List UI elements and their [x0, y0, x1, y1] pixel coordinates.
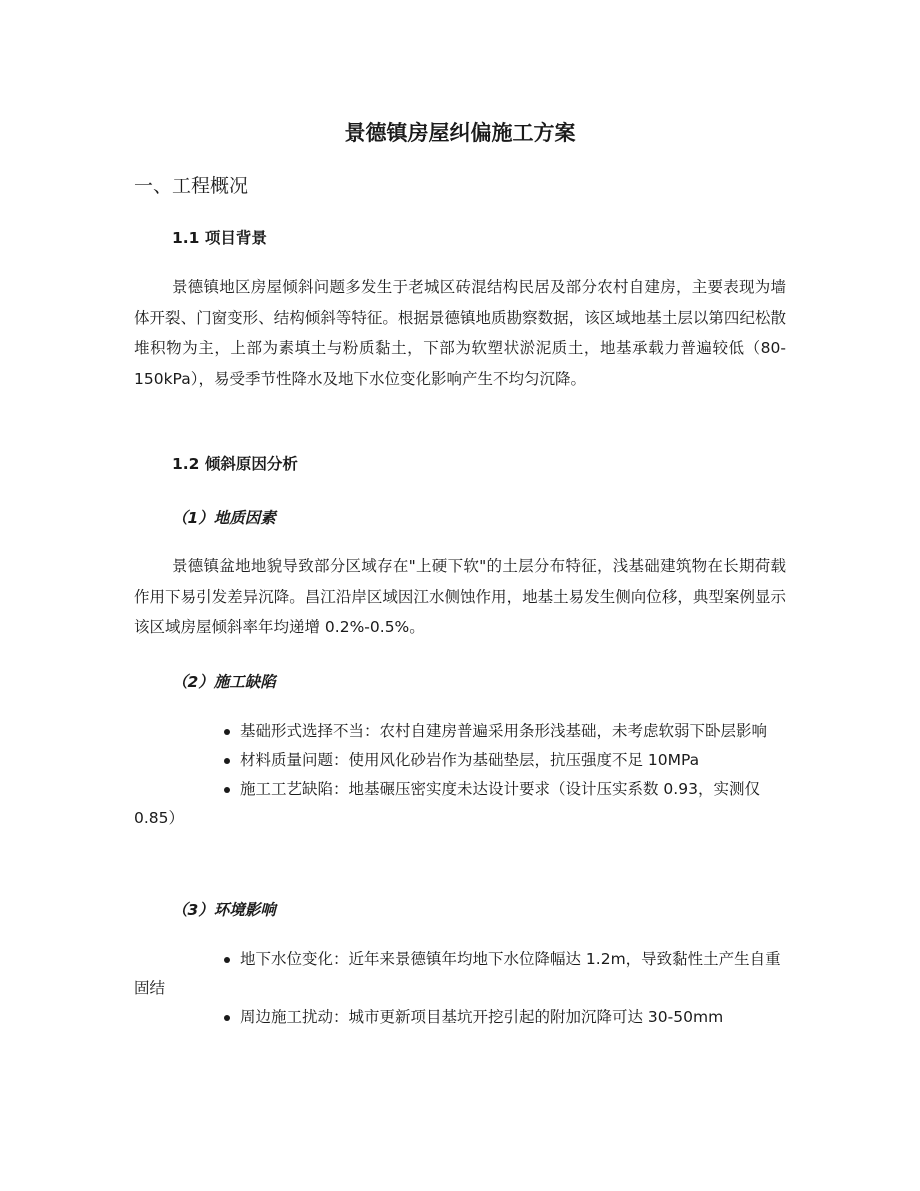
- bullet-icon: [224, 957, 230, 963]
- subsection-heading-background: 1.1 项目背景: [172, 229, 267, 247]
- paragraph-geology: 景德镇盆地地貌导致部分区域存在"上硬下软"的土层分布特征，浅基础建筑物在长期荷载作用下易引发差异沉降。昌江沿岸区域因江水侧蚀作用，地基土易发生侧向位移，典型案例显示该区域房屋倾斜率年均递增 0.2%-0.5%。: [134, 557, 786, 636]
- document-title: 景德镇房屋纠偏施工方案: [344, 121, 576, 145]
- subsection-heading-cause-analysis: 1.2 倾斜原因分析: [172, 455, 298, 473]
- bullet-icon: [224, 1015, 230, 1021]
- list-item: 材料质量问题：使用风化砂岩作为基础垫层，抗压强度不足 10MPa: [134, 746, 786, 775]
- list-item: 周边施工扰动：城市更新项目基坑开挖引起的附加沉降可达 30-50mm: [134, 1003, 786, 1032]
- section-heading-overview: 一、工程概况: [134, 175, 249, 197]
- bullet-icon: [224, 758, 230, 764]
- paragraph-background: 景德镇地区房屋倾斜问题多发生于老城区砖混结构民居及部分农村自建房，主要表现为墙体开裂、门窗变形、结构倾斜等特征。根据景德镇地质勘察数据，该区域地基土层以第四纪松散堆积物为主，上部为素填土与粉质黏土，下部为软塑状淤泥质土，地基承载力普遍较低（80-150kPa），易受季节性降水及地下水位变化影响产生不均匀沉降。: [134, 278, 786, 388]
- list-construction-defects: [134, 717, 786, 833]
- list-item: 地下水位变化：近年来景德镇年均地下水位降幅达 1.2m，导致黏性土产生自重固结: [134, 950, 781, 997]
- bullet-icon: [224, 787, 230, 793]
- list-environment-impact: [134, 945, 786, 1032]
- factor-heading-geology: （1）地质因素: [172, 509, 276, 527]
- list-item: 基础形式选择不当：农村自建房普遍采用条形浅基础，未考虑软弱下卧层影响: [134, 717, 786, 746]
- factor-heading-environment: （3）环境影响: [172, 901, 276, 919]
- bullet-icon: [224, 729, 230, 735]
- factor-heading-construction-defects: （2）施工缺陷: [172, 673, 276, 691]
- list-item: 施工工艺缺陷：地基碾压密实度未达设计要求（设计压实系数 0.93，实测仅 0.85）: [134, 780, 760, 827]
